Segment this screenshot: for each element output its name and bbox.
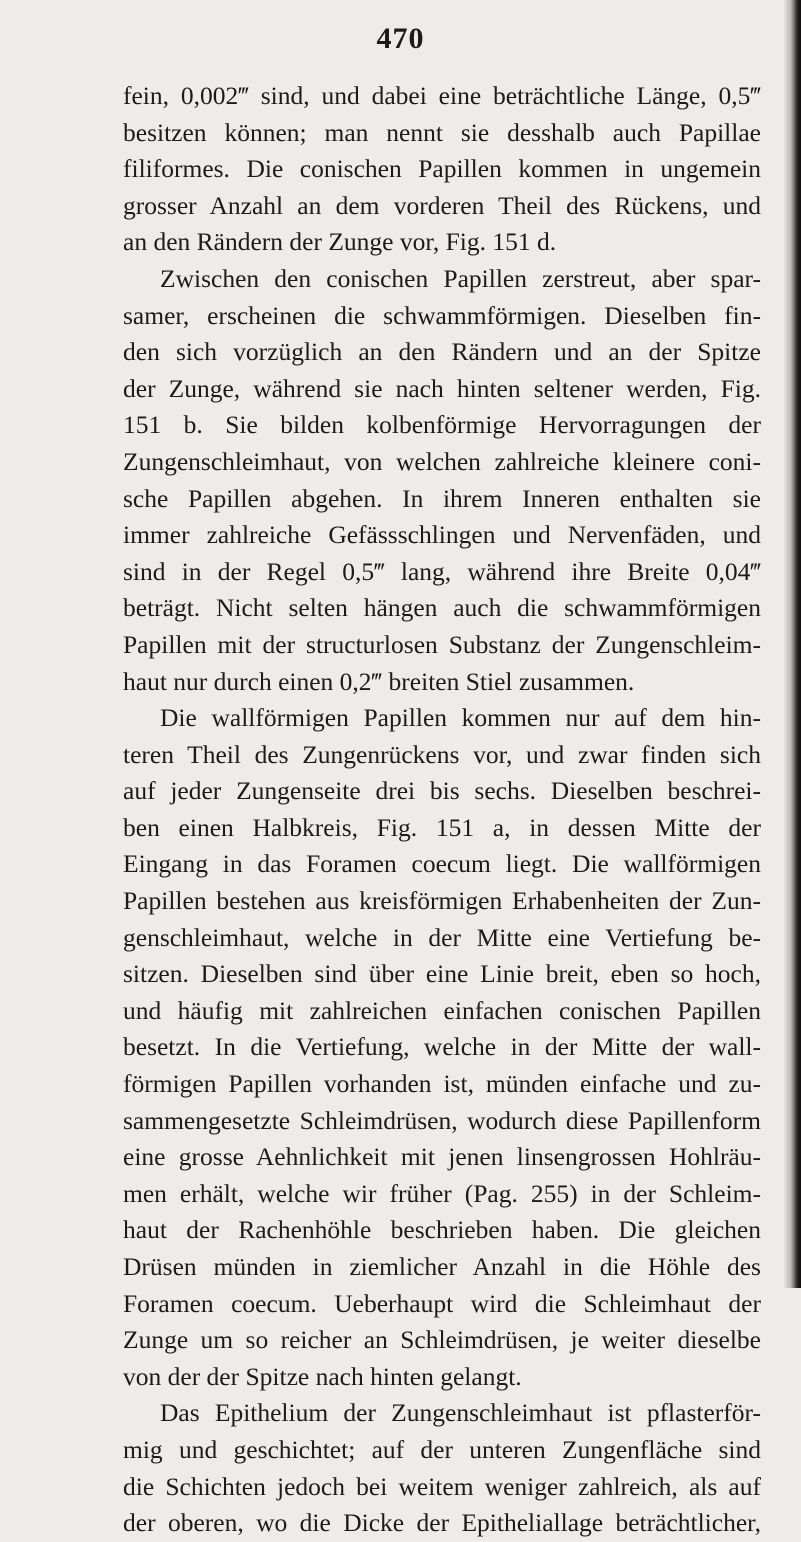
text-line: fein, 0,002‴ sind, und dabei eine beträchtliche Länge, 0,5‴ <box>123 81 761 110</box>
text-line: der Zunge, während sie nach hinten seltener werden, Fig. <box>123 373 761 403</box>
text-line: 151 b. Sie bilden kolbenförmige Hervorragungen der <box>123 410 761 440</box>
text-line: ben einen Halbkreis, Fig. 151 a, in dessen Mitte der <box>123 812 761 842</box>
text-line: Foramen coecum. Ueberhaupt wird die Schleimhaut der <box>123 1288 761 1318</box>
text-line: immer zahlreiche Gefässschlingen und Nervenfäden, und <box>123 520 761 550</box>
text-line: förmigen Papillen vorhanden ist, münden einfache und zu- <box>123 1069 761 1099</box>
text-line: sitzen. Dieselben sind über eine Linie breit, eben so hoch, <box>123 959 761 989</box>
text-line: der oberen, wo die Dicke der Epitheliallage beträchtlicher, <box>123 1508 761 1538</box>
text-line: filiformes. Die conischen Papillen kommen in ungemein <box>123 154 761 184</box>
text-line: Die wallförmigen Papillen kommen nur auf dem hin- <box>160 703 761 733</box>
text-line: die Schichten jedoch bei weitem weniger zahlreich, als auf <box>123 1471 761 1501</box>
page-number: 470 <box>376 22 425 55</box>
text-line: von der der Spitze nach hinten gelangt. <box>123 1361 522 1391</box>
text-line: grosser Anzahl an dem vorderen Theil des Rückens, und <box>123 190 761 220</box>
text-line: sche Papillen abgehen. In ihrem Inneren enthalten sie <box>123 483 761 513</box>
text-line: Zunge um so reicher an Schleimdrüsen, je weiter dieselbe <box>123 1325 761 1355</box>
text-line: mig und geschichtet; auf der unteren Zungenfläche sind <box>123 1434 761 1464</box>
text-line: genschleimhaut, welche in der Mitte eine Vertiefung be- <box>123 922 761 952</box>
text-line: und häufig mit zahlreichen einfachen conischen Papillen <box>123 995 761 1025</box>
text-line: samer, erscheinen die schwammförmigen. Dieselben fin- <box>123 300 761 330</box>
text-line: Papillen bestehen aus kreisförmigen Erhabenheiten der Zun- <box>123 886 761 916</box>
text-line: besetzt. In die Vertiefung, welche in der Mitte der wall- <box>123 1032 761 1062</box>
text-line: Papillen mit der structurlosen Substanz der Zungenschleim- <box>123 629 761 659</box>
text-line: auf jeder Zungenseite drei bis sechs. Dieselben beschrei- <box>123 776 761 806</box>
text-line: haut nur durch einen 0,2‴ breiten Stiel zusammen. <box>123 666 635 696</box>
text-line: den sich vorzüglich an den Rändern und an der Spitze <box>123 337 761 367</box>
text-line: Das Epithelium der Zungenschleimhaut ist pflasterför- <box>160 1398 761 1428</box>
text-line: sind in der Regel 0,5‴ lang, während ihre Breite 0,04‴ <box>123 556 761 586</box>
text-line: eine grosse Aehnlichkeit mit jenen linsengrossen Hohlräu- <box>123 1142 761 1172</box>
text-line: Zungenschleimhaut, von welchen zahlreiche kleinere coni- <box>123 446 761 476</box>
page-edge-shadow <box>783 0 801 1288</box>
text-line: an den Rändern der Zunge vor, Fig. 151 d. <box>123 227 557 257</box>
text-line: beträgt. Nicht selten hängen auch die schwammförmigen <box>123 593 761 623</box>
text-line: besitzen können; man nennt sie desshalb auch Papillae <box>123 117 761 147</box>
text-line: teren Theil des Zungenrückens vor, und zwar finden sich <box>123 739 761 769</box>
body-text <box>123 78 761 1542</box>
text-line: Eingang in das Foramen coecum liegt. Die wallförmigen <box>123 849 761 879</box>
text-line: Drüsen münden in ziemlicher Anzahl in die Höhle des <box>123 1252 761 1281</box>
text-line: Zwischen den conischen Papillen zerstreut, aber spar- <box>160 263 761 293</box>
text-line: haut der Rachenhöhle beschrieben haben. Die gleichen <box>123 1215 761 1245</box>
text-line: men erhält, welche wir früher (Pag. 255) in der Schleim- <box>123 1178 761 1208</box>
text-line: sammengesetzte Schleimdrüsen, wodurch diese Papillenform <box>123 1105 761 1135</box>
